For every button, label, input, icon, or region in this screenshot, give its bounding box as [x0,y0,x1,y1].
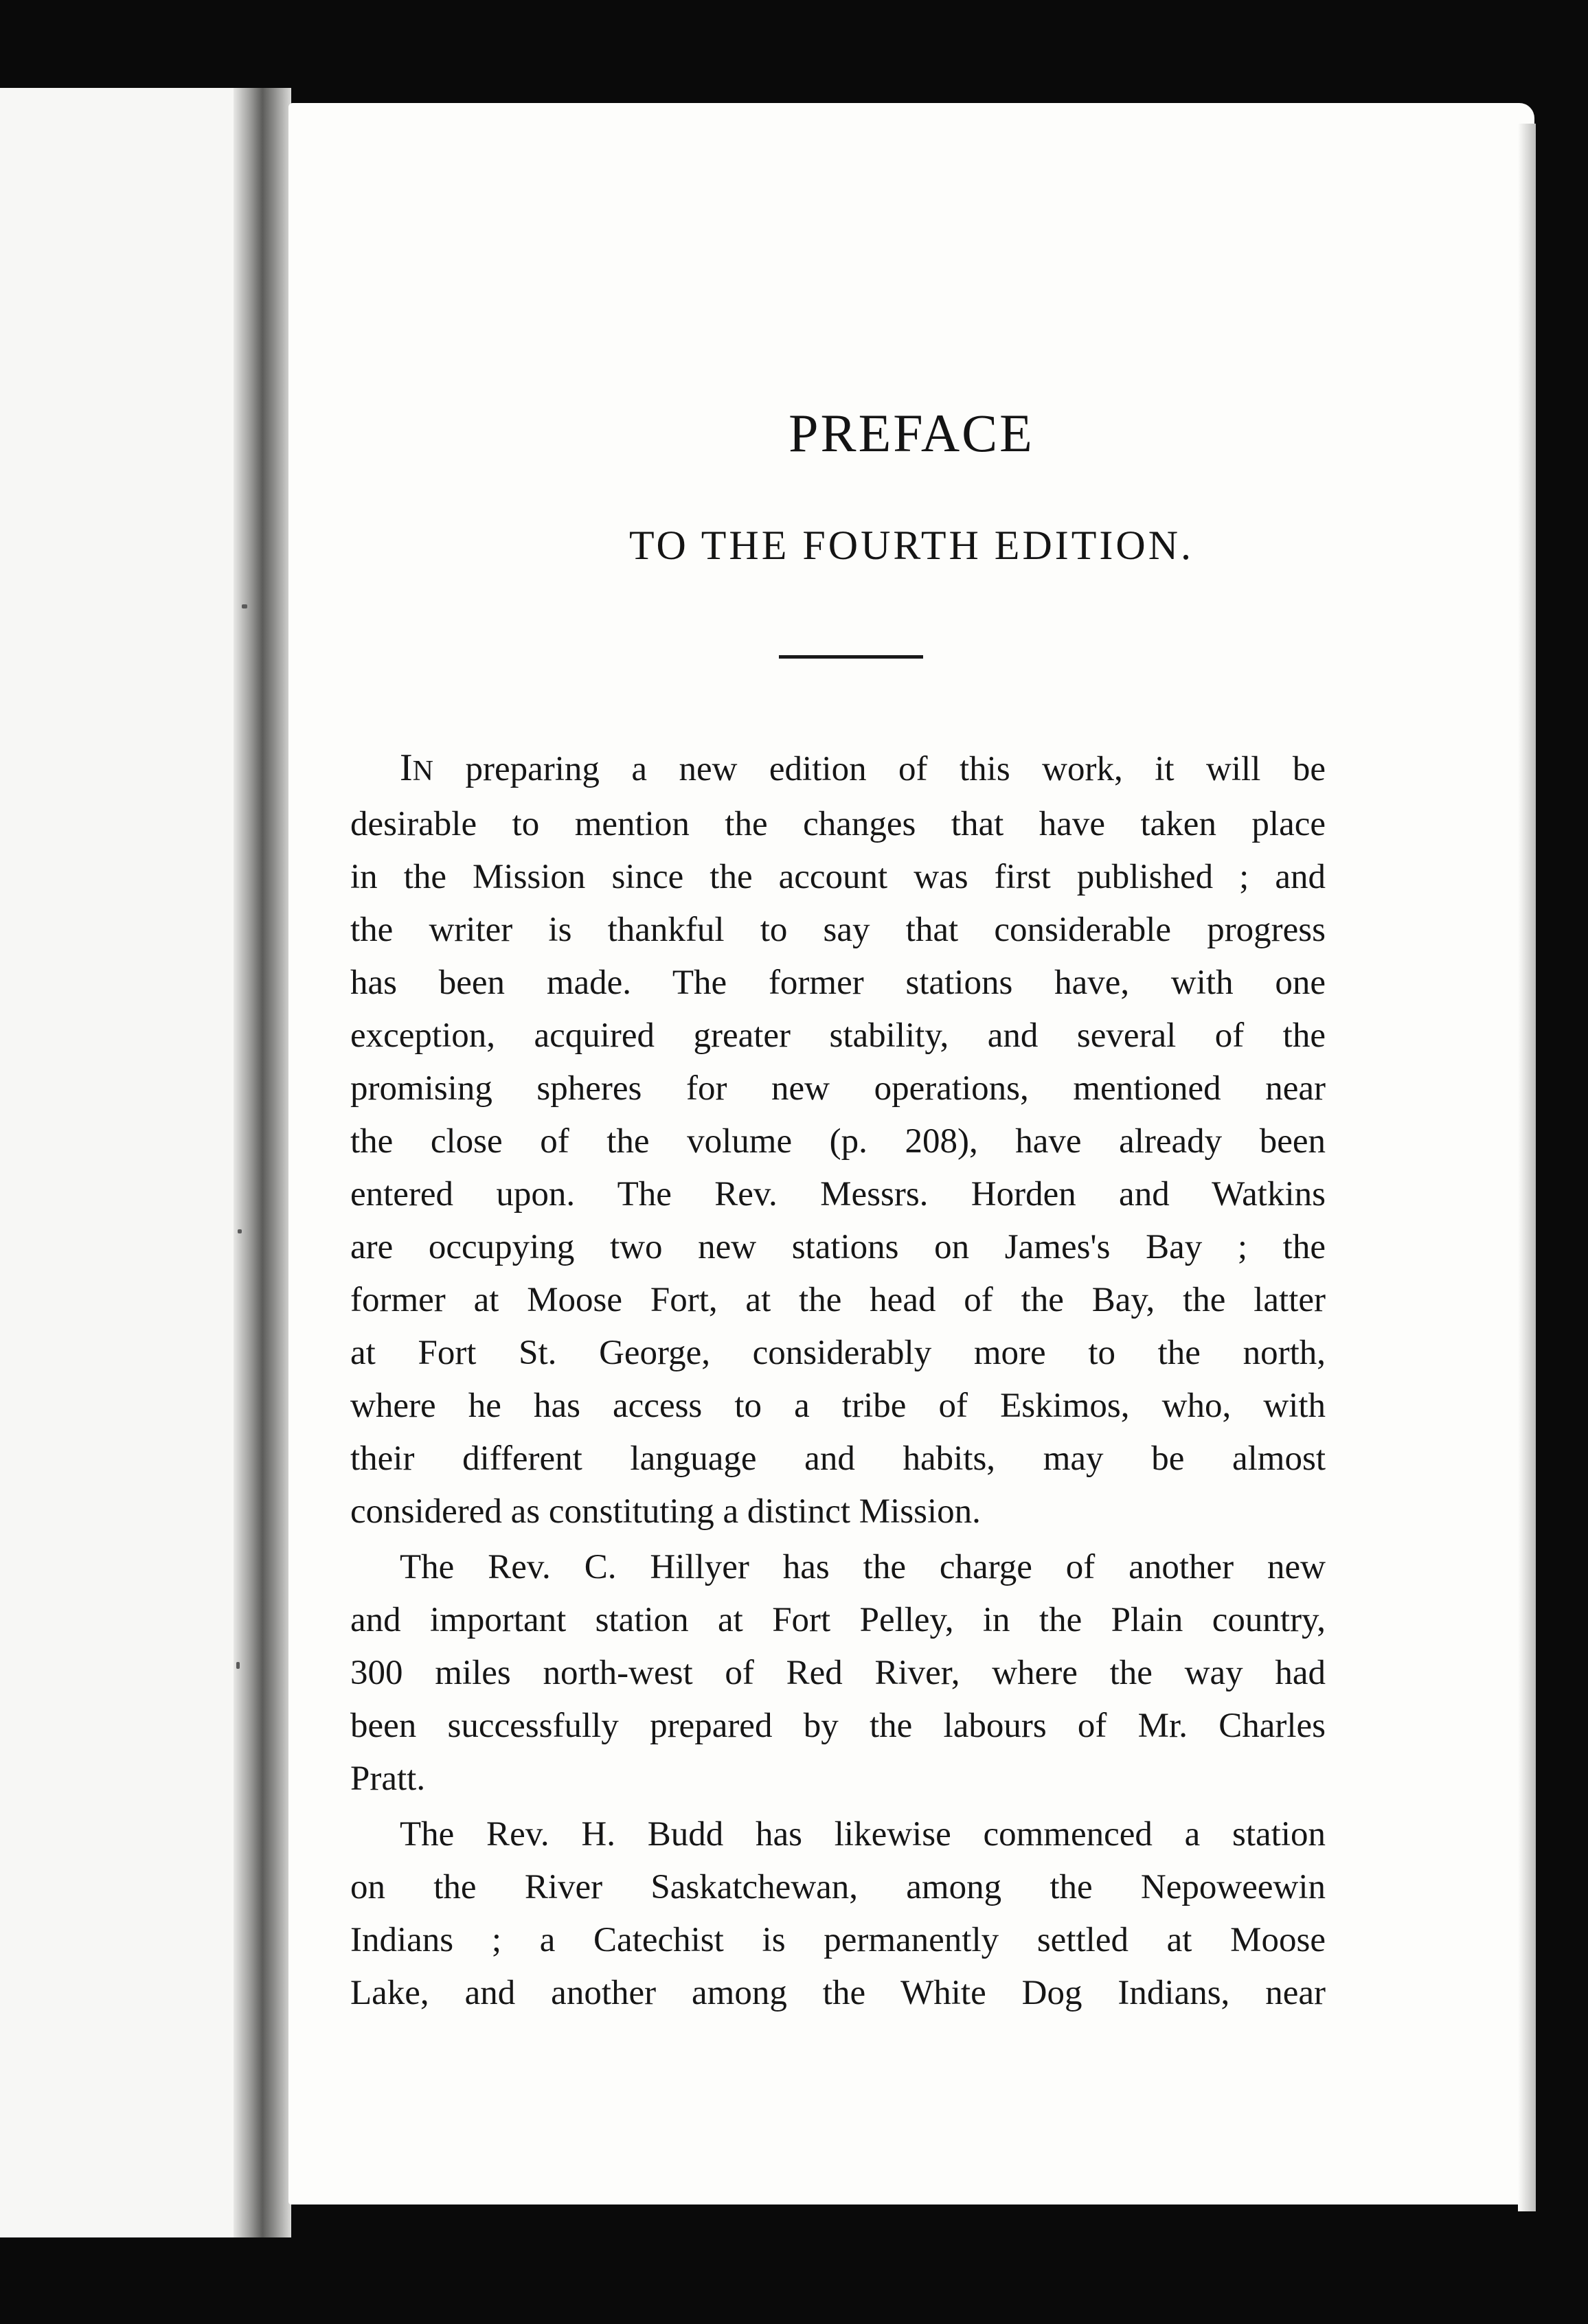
title-rule [779,655,923,659]
dropcap-smallcap: N [412,755,433,787]
dropcap-letter: I [400,747,413,789]
text-line: has been made. The former stations have, with one [350,964,1326,1002]
text-line: Pratt. [350,1759,426,1798]
text-line: desirable to mention the changes that have taken place [350,805,1326,843]
text-line: former at Moose Fort, at the head of the Bay, the latter [350,1281,1326,1319]
text-line: are occupying two new stations on James's Bay ; the [350,1228,1326,1266]
text-line: exception, acquired greater stability, and several of the [350,1016,1326,1055]
page-title: PREFACE [789,403,1034,463]
preface-body [350,742,1326,2023]
text-line: at Fort St. George, considerably more to the north, [350,1334,1326,1372]
text-line: and important station at Fort Pelley, in the Plain country, [350,1601,1326,1639]
text-line: in the Mission since the account was first published ; and [350,858,1326,896]
page-subtitle: TO THE FOURTH EDITION. [628,523,1194,568]
text-line: entered upon. The Rev. Messrs. Horden and Watkins [350,1175,1326,1214]
margin-mark [242,604,247,608]
text-line: promising spheres for new operations, mentioned near [350,1069,1326,1108]
text-line: the writer is thankful to say that considerable progress [350,911,1326,949]
text-line: Lake, and another among the White Dog Indians, near [350,1974,1326,2012]
text-line: The Rev. C. Hillyer has the charge of another new [400,1548,1326,1586]
paragraph-3 [350,1808,1326,2020]
book-gutter [234,88,291,2237]
text-line: 300 miles north-west of Red River, where the way had [350,1654,1326,1692]
margin-mark [236,1662,240,1669]
facing-page [0,88,242,2237]
text-line: The Rev. H. Budd has likewise commenced a station [400,1815,1326,1854]
text-line: been successfully prepared by the labours of Mr. Charles [350,1707,1326,1745]
text-line: Indians ; a Catechist is permanently settled at Moose [350,1921,1326,1959]
paragraph-1 [350,742,1326,1538]
text-line: the close of the volume (p. 208), have already been [350,1122,1326,1161]
text-line: IN preparing a new edition of this work, it will be [400,747,1326,789]
paragraph-2 [350,1541,1326,1805]
text-line: where he has access to a tribe of Eskimos, who, with [350,1387,1326,1425]
margin-mark [238,1229,242,1233]
text-line: their different language and habits, may be almost [350,1439,1326,1478]
text-line: considered as constituting a distinct Mission. [350,1492,981,1531]
text-line: on the River Saskatchewan, among the Nepoweewin [350,1868,1326,1906]
